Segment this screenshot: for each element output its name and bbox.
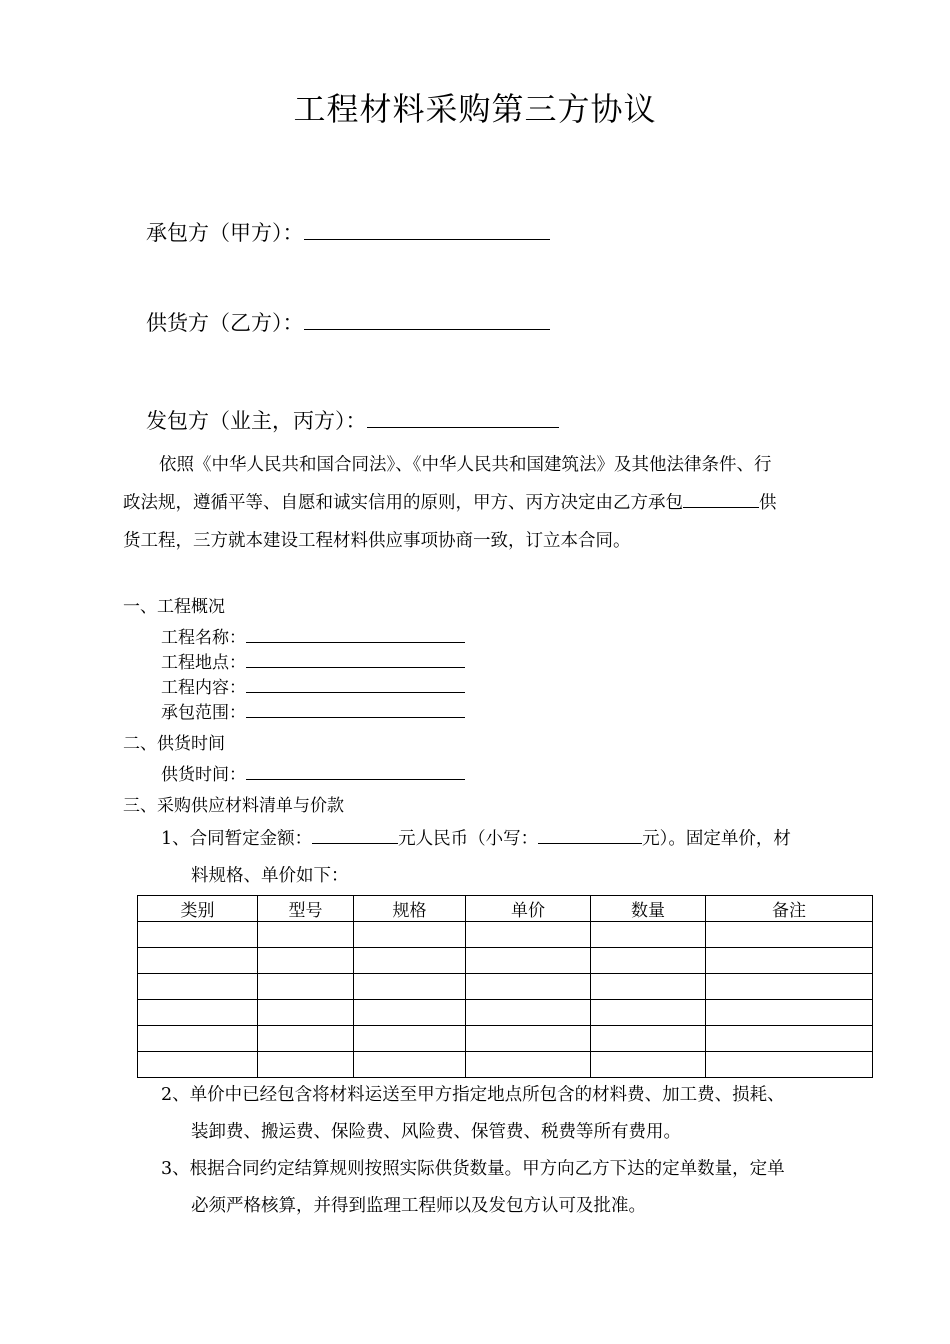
item-1-text-c: 元）。固定单价，材 [642,829,791,849]
table-row [138,922,873,948]
document-title: 工程材料采购第三方协议 [293,90,657,128]
table-cell[interactable] [466,1026,591,1052]
table-cell[interactable] [466,948,591,974]
table-row [138,1026,873,1052]
amount-words-blank[interactable] [312,826,398,845]
item-1-text-b: 元人民币（小写： [398,829,539,849]
header-model: 型号 [258,896,354,922]
table-cell[interactable] [706,1026,873,1052]
project-name-label: 工程名称： [161,628,246,648]
supply-time-row [161,760,465,785]
table-cell[interactable] [354,922,466,948]
amount-figure-blank[interactable] [538,826,642,845]
table-cell[interactable] [138,948,258,974]
contract-scope-label: 承包范围： [161,703,246,723]
table-cell[interactable] [706,1052,873,1078]
project-name-row [161,623,465,648]
project-name-blank[interactable] [246,625,465,643]
table-cell[interactable] [354,1000,466,1026]
table-cell[interactable] [258,1052,354,1078]
table-cell[interactable] [706,1000,873,1026]
table-cell[interactable] [138,974,258,1000]
project-location-label: 工程地点： [161,653,246,673]
table-row [138,948,873,974]
item-1-line-1 [161,820,791,858]
header-unit-price: 单价 [466,896,591,922]
table-cell[interactable] [258,922,354,948]
header-spec: 规格 [354,896,466,922]
materials-table [137,895,873,1078]
table-header-row [138,896,873,922]
table-row [138,974,873,1000]
table-cell[interactable] [591,974,706,1000]
table-cell[interactable] [138,1000,258,1026]
contract-scope-row [161,698,465,723]
party-b-row [146,307,550,337]
table-cell[interactable] [591,1026,706,1052]
header-quantity: 数量 [591,896,706,922]
contract-scope-blank[interactable] [246,700,465,718]
project-location-blank[interactable] [246,650,465,668]
item-2-line-1: 2、单价中已经包含将材料运送至甲方指定地点所包含的材料费、加工费、损耗、 [161,1085,785,1105]
intro-line-2 [123,484,777,522]
table-cell[interactable] [591,948,706,974]
intro-line-1: 依照《中华人民共和国合同法》、《中华人民共和国建筑法》及其他法律条件、行 [159,455,772,475]
table-cell[interactable] [354,1052,466,1078]
table-row [138,1052,873,1078]
table-cell[interactable] [591,1052,706,1078]
item-3-line-2: 必须严格核算，并得到监理工程师以及发包方认可及批准。 [191,1196,646,1216]
table-cell[interactable] [258,974,354,1000]
project-content-label: 工程内容： [161,678,246,698]
party-b-blank[interactable] [304,308,550,330]
table-cell[interactable] [706,974,873,1000]
supply-time-blank[interactable] [246,762,465,780]
table-cell[interactable] [706,948,873,974]
party-c-label: 发包方（业主，丙方）： [146,409,367,433]
intro-scope-blank[interactable] [683,490,759,509]
item-1-line-2: 料规格、单价如下： [191,866,349,886]
party-a-label: 承包方（甲方）： [146,221,304,245]
party-c-blank[interactable] [367,406,559,428]
header-category: 类别 [138,896,258,922]
table-cell[interactable] [354,974,466,1000]
table-cell[interactable] [258,948,354,974]
header-remarks: 备注 [706,896,873,922]
table-cell[interactable] [354,1026,466,1052]
project-content-blank[interactable] [246,675,465,693]
item-2-line-2: 装卸费、搬运费、保险费、风险费、保管费、税费等所有费用。 [191,1122,681,1142]
table-cell[interactable] [466,1000,591,1026]
section-2-heading: 二、供货时间 [123,734,225,754]
table-cell[interactable] [138,1052,258,1078]
table-cell[interactable] [138,922,258,948]
party-b-label: 供货方（乙方）： [146,311,304,335]
party-c-row [146,405,559,435]
table-cell[interactable] [258,1000,354,1026]
table-row [138,1000,873,1026]
item-3-line-1: 3、根据合同约定结算规则按照实际供货数量。甲方向乙方下达的定单数量，定单 [161,1159,785,1179]
table-cell[interactable] [354,948,466,974]
section-1-heading: 一、工程概况 [123,597,225,617]
supply-time-label: 供货时间： [161,765,246,785]
intro-line-2-text: 政法规，遵循平等、自愿和诚实信用的原则，甲方、丙方决定由乙方承包 [123,493,683,513]
section-3-heading: 三、采购供应材料清单与价款 [123,796,344,816]
intro-line-2-end: 供 [759,493,777,513]
table-cell[interactable] [466,1052,591,1078]
item-1-text-a: 1、合同暂定金额： [161,829,313,849]
project-location-row [161,648,465,673]
table-cell[interactable] [258,1026,354,1052]
table-cell[interactable] [591,1000,706,1026]
table-cell[interactable] [706,922,873,948]
project-content-row [161,673,465,698]
table-cell[interactable] [591,922,706,948]
table-cell[interactable] [466,922,591,948]
party-a-row [146,217,550,247]
intro-line-3: 货工程，三方就本建设工程材料供应事项协商一致，订立本合同。 [123,531,631,551]
party-a-blank[interactable] [304,218,550,240]
table-cell[interactable] [466,974,591,1000]
table-cell[interactable] [138,1026,258,1052]
